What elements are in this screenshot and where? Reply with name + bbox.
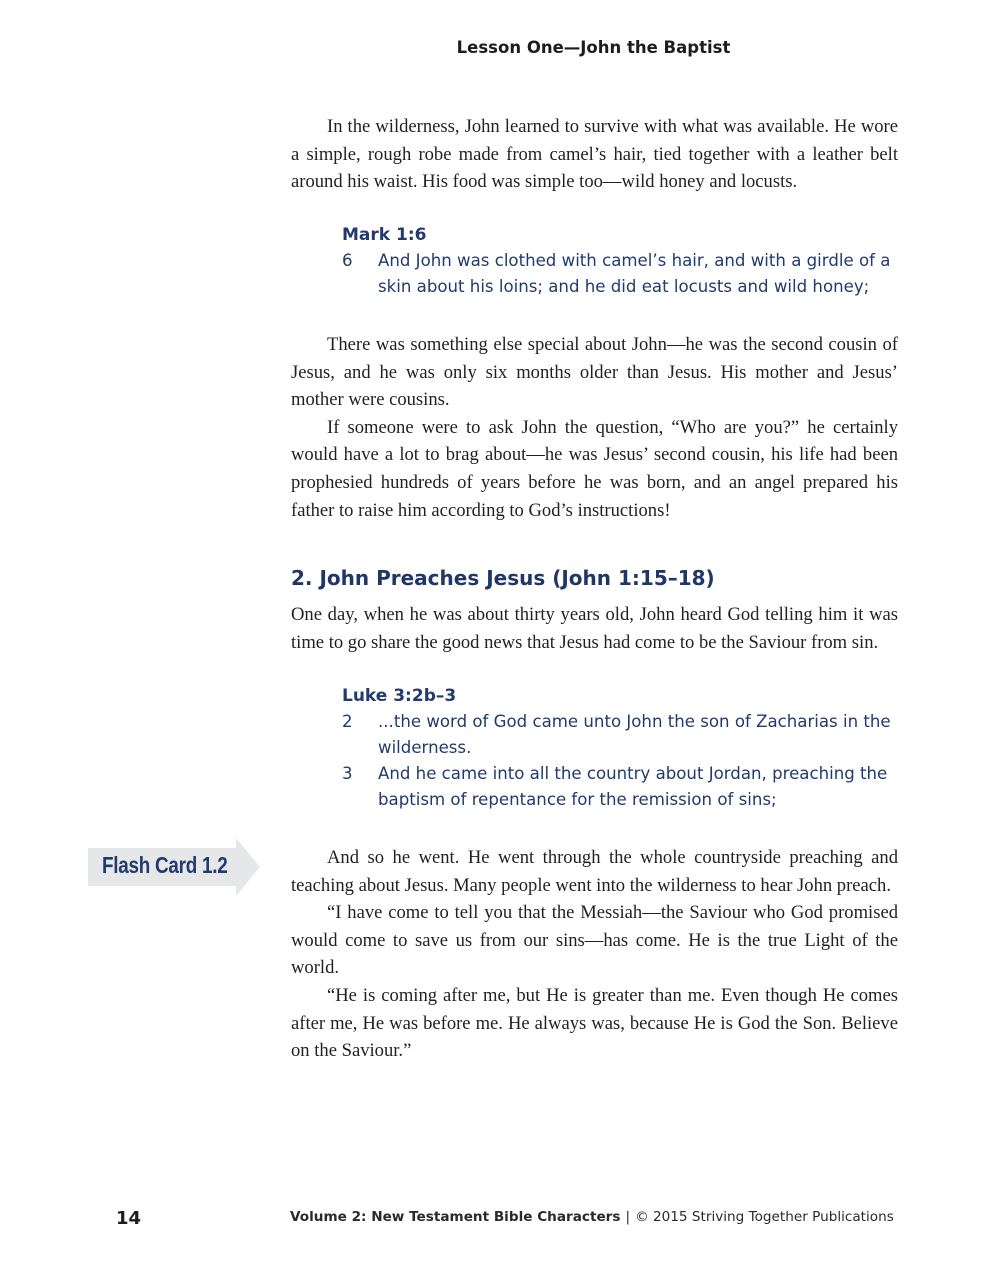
scripture-reference: Mark 1:6 — [342, 225, 427, 245]
page-header-title: Lesson One—John the Baptist — [456, 38, 731, 57]
paragraph-block-1 — [291, 113, 898, 196]
page-number: 14 — [116, 1208, 142, 1229]
page-footer — [290, 1209, 894, 1225]
paragraph-block-4 — [291, 844, 898, 1065]
body-paragraph: One day, when he was about thirty years old, John heard God telling him it was time to go share the good news that Jesus had come to be the Saviour from sin. — [291, 604, 898, 653]
body-paragraph: And so he went. He went through the whole countryside preaching and teaching about Jesus. Many people went into the wilderness to hear John preach. — [291, 847, 898, 896]
body-paragraph: “I have come to tell you that the Messiah—the Saviour who God promised would come to save us from our sins—has come. He is the true Light of the world. — [291, 902, 898, 979]
verse-number: 6 — [342, 251, 353, 270]
verse-number: 2 — [342, 712, 353, 731]
verse-text: ...the word of God came unto John the son of Zacharias in the wilderness. — [378, 712, 891, 757]
verse-number: 3 — [342, 764, 353, 783]
footer-separator: | — [625, 1209, 631, 1225]
verse-text: And John was clothed with camel’s hair, and with a girdle of a skin about his loins; and he did eat locusts and wild honey; — [378, 251, 891, 296]
body-paragraph: In the wilderness, John learned to survive with what was available. He wore a simple, rough robe made from camel’s hair, tied together with a leather belt around his waist. His food was simple too—wild honey and locusts. — [291, 116, 898, 193]
scripture-verse — [342, 709, 902, 761]
paragraph-block-3 — [291, 601, 898, 656]
paragraph-block-2 — [291, 331, 898, 524]
scripture-verse — [342, 761, 902, 813]
scripture-reference: Luke 3:2b–3 — [342, 686, 457, 706]
flash-card-label: Flash Card 1.2 — [102, 852, 228, 878]
flash-card-tab — [88, 838, 260, 896]
section-heading: 2. John Preaches Jesus (John 1:15–18) — [291, 566, 715, 590]
footer-copyright: © 2015 Striving Together Publications — [635, 1209, 894, 1225]
scripture-block-mark — [342, 222, 902, 300]
body-paragraph: “He is coming after me, but He is greater than me. Even though He comes after me, He was before me. He always was, because He is God the Son. Believe on the Saviour.” — [291, 984, 898, 1062]
body-paragraph: There was something else special about John—he was the second cousin of Jesus, and he was only six months older than Jesus. His mother and Jesus’ mother were cousins. — [291, 334, 898, 411]
body-paragraph: If someone were to ask John the question, “Who are you?” he certainly would have a lot to brag about—he was Jesus’ second cousin, his life had been prophesied hundreds of years before he was born, and an angel prepared his father to raise him according to God’s instructions! — [291, 416, 898, 521]
footer-volume-title: Volume 2: New Testament Bible Characters — [290, 1209, 621, 1225]
scripture-verse — [342, 248, 902, 300]
verse-text: And he came into all the country about Jordan, preaching the baptism of repentance for the remission of sins; — [378, 764, 888, 809]
scripture-block-luke — [342, 683, 902, 813]
